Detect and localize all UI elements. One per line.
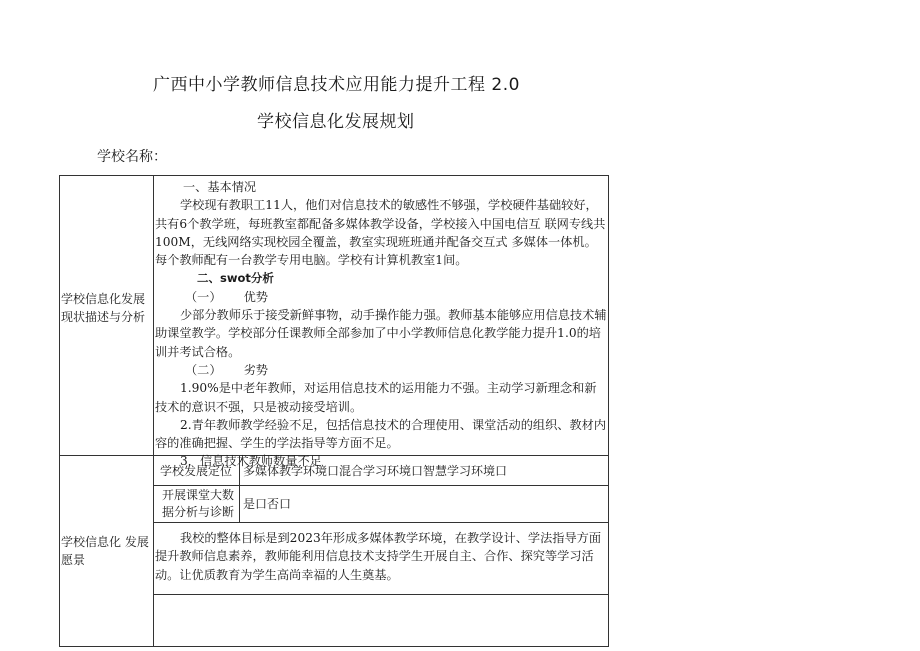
inner-table-divider-vertical: [239, 456, 240, 522]
row-label-vision: 学校信息化 发展愿景: [61, 535, 149, 567]
weakness-item-1: 1.90%是中老年教师，对运用信息技术的运用能力不强。主动学习新理念和新技术的意识不强，只是被动接受培训。: [155, 381, 597, 414]
subheading-strengths-title: 优势: [243, 289, 268, 304]
weakness-item-2: 2.青年教师教学经验不足，包括信息技术的合理使用、课堂活动的组织、教材内容的准确把握、学生的学法指导等方面不足。: [155, 417, 607, 451]
big-data-analysis-options: 是口否口: [243, 497, 292, 511]
strengths-paragraph: 少部分教师乐于接受新鲜事物，动手操作能力强。教师基本能够应用信息技术辅助课堂教学。学校部分任课教师全部参加了中小学教师信息化教学能力提升1.0的培训并考试合格。: [155, 308, 607, 359]
current-status-content: [155, 178, 607, 469]
row-label-current-status: 学校信息化发展现状描述与分析: [61, 292, 146, 324]
subheading-strengths-num: （一）: [185, 289, 222, 304]
basic-info-paragraph: 学校现有教职工11人，他们对信息技术的敏感性不够强，学校硬件基础较好，共有6个教学班，每班教室都配备多媒体教学设备，学校接入中国电信互 联网专线共100M，无线网络实现校园全覆盖，教室实现班班通并配备交互式 多媒体一体机。每个教师配有一台教学专用电脑。学校有计算机教室1间。: [155, 198, 606, 268]
table-divider-vertical: [153, 175, 154, 647]
subheading-strengths: [155, 288, 607, 306]
document-title: 广西中小学教师信息技术应用能力提升工程 2.0: [153, 75, 520, 95]
heading-basic-info: 一、基本情况: [183, 180, 257, 194]
subheading-weaknesses-title: 劣势: [243, 362, 268, 377]
subheading-weaknesses-num: （二）: [185, 362, 222, 377]
subheading-weaknesses: [155, 361, 607, 379]
inner-table-divider-2: [153, 522, 609, 523]
vision-paragraph: 我校的整体目标是到2023年形成多媒体教学环境，在教学设计、学法指导方面提升教师信息素养，教师能利用信息技术支持学生开展自主、合作、探究等学习活动。让优质教育为学生高尚幸福的人生奠基。: [155, 531, 602, 582]
inner-table-divider-1: [153, 485, 609, 486]
big-data-analysis-label: 开展课堂大数据分析与诊断: [161, 488, 234, 519]
document-subtitle: 学校信息化发展规划: [257, 112, 415, 132]
weakness-item-3: 3．信息技术教师数量不足: [180, 454, 322, 469]
vision-content: [155, 529, 607, 584]
development-position-options: 多媒体教学环境口混合学习环境口智慧学习环境口: [243, 464, 508, 478]
heading-swot: 二、swot分析: [197, 271, 274, 286]
school-name-label: 学校名称：: [97, 149, 167, 165]
inner-table-divider-3: [153, 594, 609, 595]
development-position-label: 学校发展定位: [160, 464, 233, 478]
